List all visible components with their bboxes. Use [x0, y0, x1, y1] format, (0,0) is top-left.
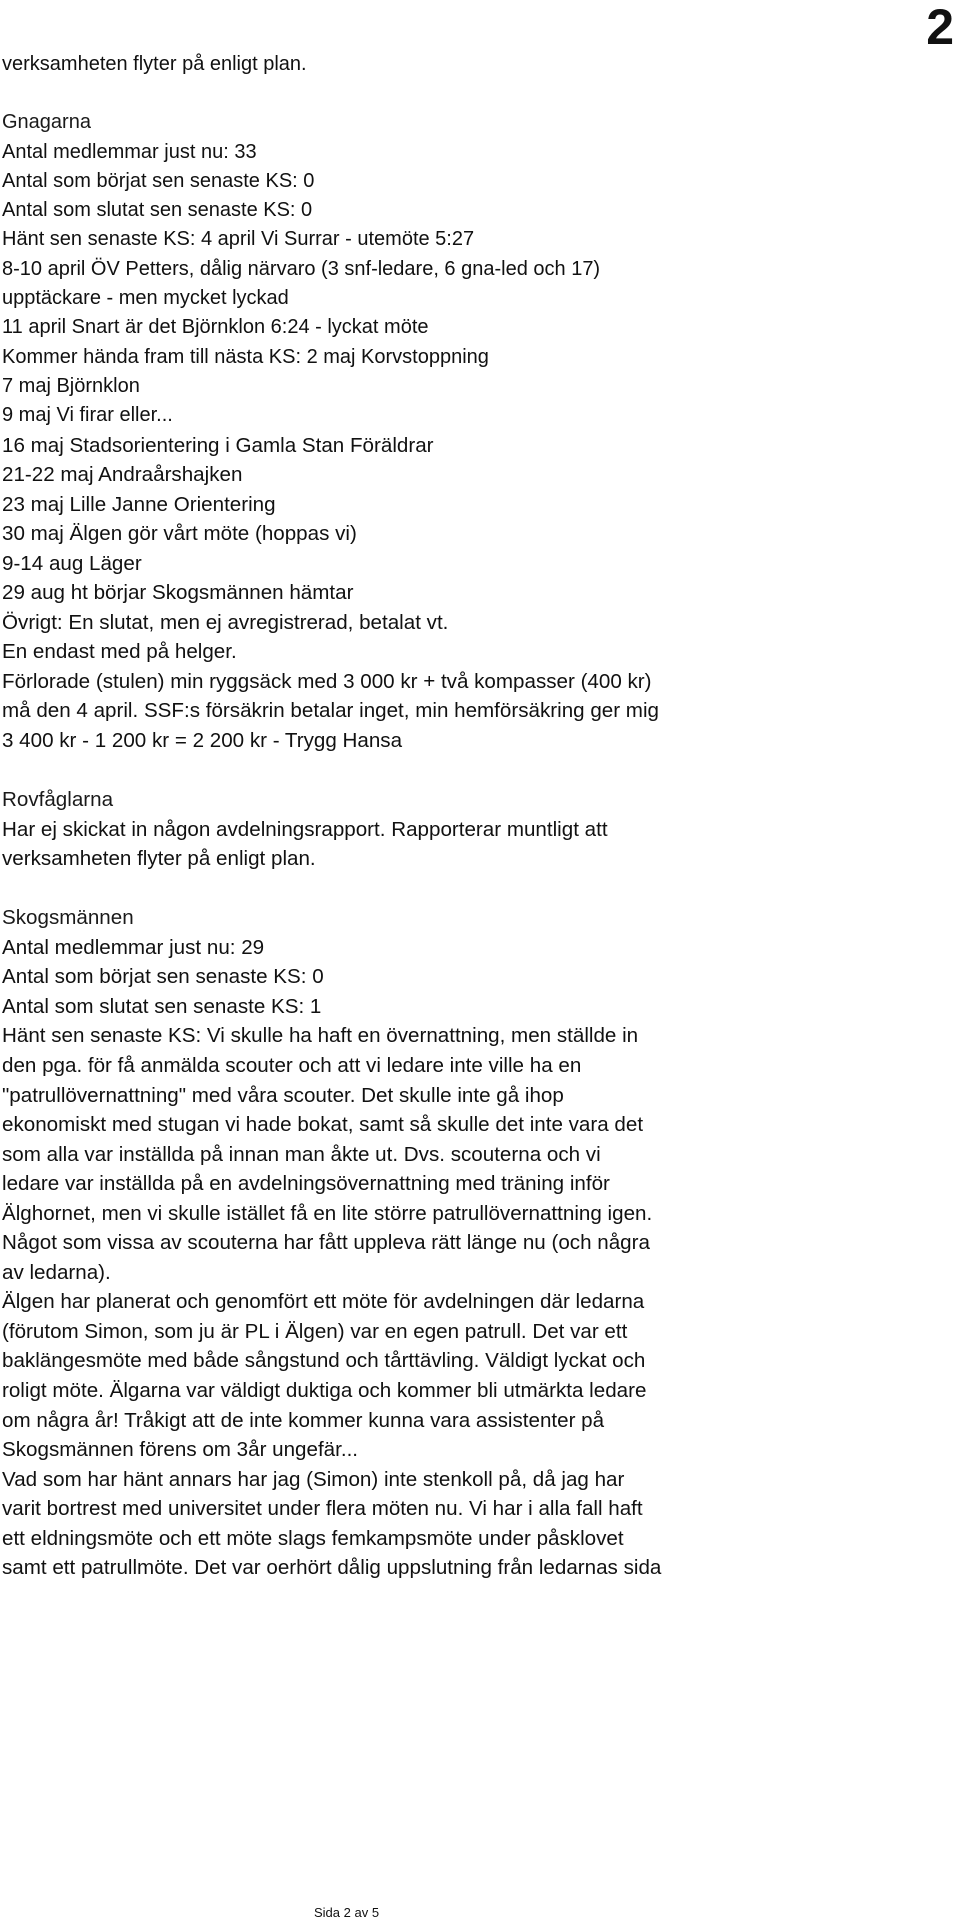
- text-line: 7 maj Björnklon: [2, 374, 140, 397]
- section-rovfaglarna: [2, 785, 902, 874]
- spacer: [2, 79, 902, 108]
- text-line: (förutom Simon, som ju är PL i Älgen) var en egen patrull. Det var ett: [2, 1319, 628, 1343]
- text-line: verksamheten flyter på enligt plan.: [2, 847, 316, 871]
- text-line: ett eldningsmöte och ett möte slags femkampsmöte under påsklovet: [2, 1526, 624, 1550]
- text-line: ledare var inställda på en avdelningsövernattning med träning inför: [2, 1172, 610, 1196]
- intro-line: verksamheten flyter på enligt plan.: [2, 53, 307, 75]
- section-heading: Skogsmännen: [2, 906, 134, 930]
- text-line: Älgen har planerat och genomfört ett möte för avdelningen där ledarna: [2, 1290, 645, 1314]
- text-line: Något som vissa av scouterna har fått uppleva rätt länge nu (och några: [2, 1231, 650, 1255]
- page-footer: Sida 2 av 5: [314, 1905, 380, 1920]
- text-line: Älghornet, men vi skulle istället få en lite större patrullövernattning igen.: [2, 1201, 653, 1225]
- page-number: 2: [926, 0, 954, 55]
- text-line: 16 maj Stadsorientering i Gamla Stan Föräldrar: [2, 433, 434, 457]
- text-line: 8-10 april ÖV Petters, dålig närvaro (3 snf-ledare, 6 gna-led och 17): [2, 257, 601, 280]
- text-line: "patrullövernattning" med våra scouter. Det skulle inte gå ihop: [2, 1083, 564, 1107]
- text-line: Hänt sen senaste KS: Vi skulle ha haft en övernattning, men ställde in: [2, 1024, 639, 1048]
- text-line: 11 april Snart är det Björnklon 6:24 - lyckat möte: [2, 316, 429, 339]
- section-heading: Rovfåglarna: [2, 788, 114, 812]
- text-line: 29 aug ht börjar Skogsmännen hämtar: [2, 581, 354, 605]
- text-line: ekonomiskt med stugan vi hade bokat, samt så skulle det inte vara det: [2, 1113, 644, 1137]
- text-line: Antal som börjat sen senaste KS: 0: [2, 965, 324, 989]
- text-line: 9 maj Vi firar eller...: [2, 404, 173, 427]
- section-skogsmannen: [2, 903, 902, 1583]
- text-line: En endast med på helger.: [2, 640, 237, 664]
- text-line: Har ej skickat in någon avdelningsrapport. Rapporterar muntligt att: [2, 817, 608, 841]
- text-line: 30 maj Älgen gör vårt möte (hoppas vi): [2, 522, 357, 546]
- text-line: må den 4 april. SSF:s försäkrin betalar inget, min hemförsäkring ger mig: [2, 699, 659, 723]
- section-gnagarna: [2, 108, 902, 755]
- text-line: Skogsmännen förens om 3år ungefär...: [2, 1438, 359, 1462]
- document-body: [2, 50, 902, 1583]
- text-line: Antal som börjat sen senaste KS: 0: [2, 169, 315, 192]
- text-line: 23 maj Lille Janne Orientering: [2, 492, 276, 516]
- spacer: [2, 756, 902, 786]
- text-line: Hänt sen senaste KS: 4 april Vi Surrar - utemöte 5:27: [2, 228, 475, 251]
- text-line: roligt möte. Älgarna var väldigt duktiga och kommer bli utmärkta ledare: [2, 1378, 647, 1402]
- text-line: Förlorade (stulen) min ryggsäck med 3 000 kr + två kompasser (400 kr): [2, 669, 652, 693]
- text-line: Vad som har hänt annars har jag (Simon) inte stenkoll på, då jag har: [2, 1467, 625, 1491]
- text-line: av ledarna).: [2, 1260, 111, 1284]
- text-line: om några år! Tråkigt att de inte kommer kunna vara assistenter på: [2, 1408, 605, 1432]
- spacer: [2, 874, 902, 904]
- section-heading: Gnagarna: [2, 111, 91, 134]
- text-line: Antal som slutat sen senaste KS: 0: [2, 199, 313, 222]
- text-line: Antal som slutat sen senaste KS: 1: [2, 994, 322, 1018]
- text-line: Kommer hända fram till nästa KS: 2 maj Korvstoppning: [2, 345, 489, 368]
- text-line: varit bortrest med universitet under flera möten nu. Vi har i alla fall haft: [2, 1497, 643, 1521]
- text-line: den pga. för få anmälda scouter och att vi ledare inte ville ha en: [2, 1053, 582, 1077]
- text-line: Antal medlemmar just nu: 33: [2, 140, 257, 163]
- text-line: Antal medlemmar just nu: 29: [2, 935, 265, 959]
- text-line: upptäckare - men mycket lyckad: [2, 287, 289, 310]
- text-line: samt ett patrullmöte. Det var oerhört dålig uppslutning från ledarnas sida: [2, 1556, 662, 1580]
- text-line: baklängesmöte med både sångstund och tårttävling. Väldigt lyckat och: [2, 1349, 646, 1373]
- text-line: 9-14 aug Läger: [2, 551, 142, 575]
- text-line: 3 400 kr - 1 200 kr = 2 200 kr - Trygg Hansa: [2, 729, 403, 753]
- text-line: som alla var inställda på innan man åkte ut. Dvs. scouterna och vi: [2, 1142, 601, 1166]
- text-line: 21-22 maj Andraårshajken: [2, 463, 243, 487]
- text-line: Övrigt: En slutat, men ej avregistrerad, betalat vt.: [2, 610, 449, 634]
